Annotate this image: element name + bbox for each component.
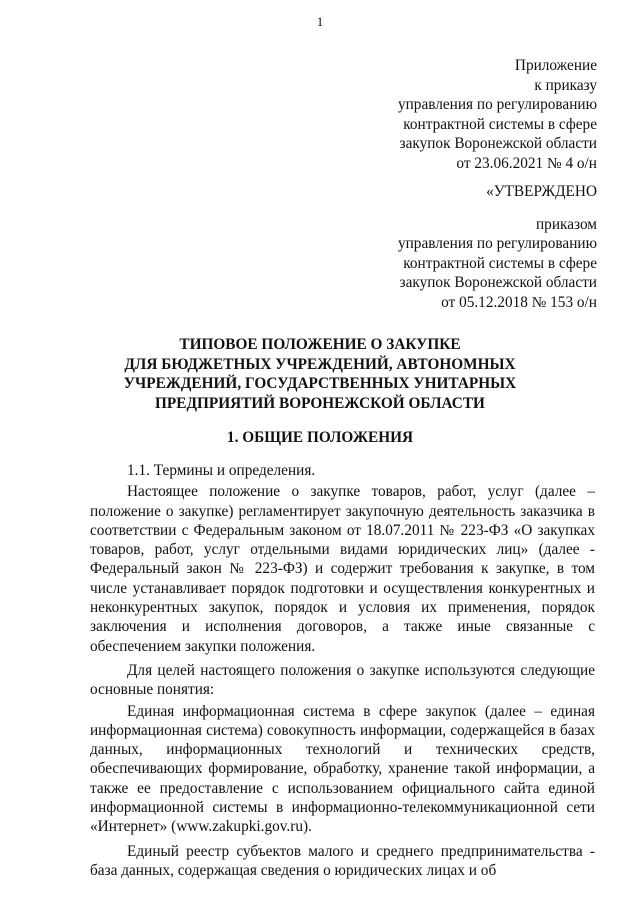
approval-line: управления по регулированию xyxy=(397,235,597,253)
body-text xyxy=(90,461,595,885)
title-line: ПРЕДПРИЯТИЙ ВОРОНЕЖСКОЙ ОБЛАСТИ xyxy=(155,394,485,412)
approval-line: от 05.12.2018 № 153 о/н xyxy=(441,293,597,311)
approval-block xyxy=(398,182,597,313)
title-line: УЧРЕЖДЕНИЙ, ГОСУДАРСТВЕННЫХ УНИТАРНЫХ xyxy=(123,375,517,393)
appendix-line: от 23.06.2021 № 4 о/н xyxy=(456,154,597,172)
appendix-line: закупок Воронежской области xyxy=(399,135,597,153)
paragraph: 1.1. Термины и определения. xyxy=(127,462,316,479)
appendix-line: контрактной системы в сфере xyxy=(403,115,597,133)
approval-line: закупок Воронежской области xyxy=(399,274,597,292)
appendix-line: к приказу xyxy=(534,76,597,94)
paragraph: Настоящее положение о закупке товаров, работ, услуг (далее – положение о закупке) регламентирует закупочную деятельность заказчика в соответствии с Федеральным законом от 18.07.2011 № 223-ФЗ «О закупках товаров, работ, услуг отдельными видами юридических лиц» (далее - Федеральный закон № 223-ФЗ) и содержит требования к закупке, в том числе устанавливает порядок подготовки и осуществления конкурентных и неконкурентных закупок, порядок и условия их применения, порядок заключения и исполнения договоров, а также иные связанные с обеспечением закупки положения. xyxy=(90,483,595,655)
title-line: ТИПОВОЕ ПОЛОЖЕНИЕ О ЗАКУПКЕ xyxy=(179,336,461,353)
appendix-line: Приложение xyxy=(514,57,597,74)
appendix-line: управления по регулированию xyxy=(397,96,597,114)
page-number: 1 xyxy=(316,14,324,29)
section-heading: 1. ОБЩИЕ ПОЛОЖЕНИЯ xyxy=(226,429,414,446)
paragraph: Для целей настоящего положения о закупке используются следующие основные понятия: xyxy=(90,661,595,699)
title-line: ДЛЯ БЮДЖЕТНЫХ УЧРЕЖДЕНИЙ, АВТОНОМНЫХ xyxy=(124,355,516,373)
document-title xyxy=(60,335,580,413)
approval-line: приказом xyxy=(535,215,597,233)
appendix-block xyxy=(398,56,597,174)
approval-line: контрактной системы в сфере xyxy=(403,254,597,272)
paragraph: Единый реестр субъектов малого и среднего предпринимательства - база данных, содержащая сведения о юридических лицах и об xyxy=(90,842,595,879)
approval-heading: «УТВЕРЖДЕНО xyxy=(486,183,597,200)
paragraph: Единая информационная система в сфере закупок (далее – единая информационная система) совокупность информации, содержащейся в базах данных, информационных технологий и технических средств, обеспечивающих формирование, обработку, хранение такой информации, а также ее предоставление с использованием официального сайта единой информационной системы в информационно-телекоммуникационной сети «Интернет» (www.zakupki.gov.ru). xyxy=(90,702,595,836)
